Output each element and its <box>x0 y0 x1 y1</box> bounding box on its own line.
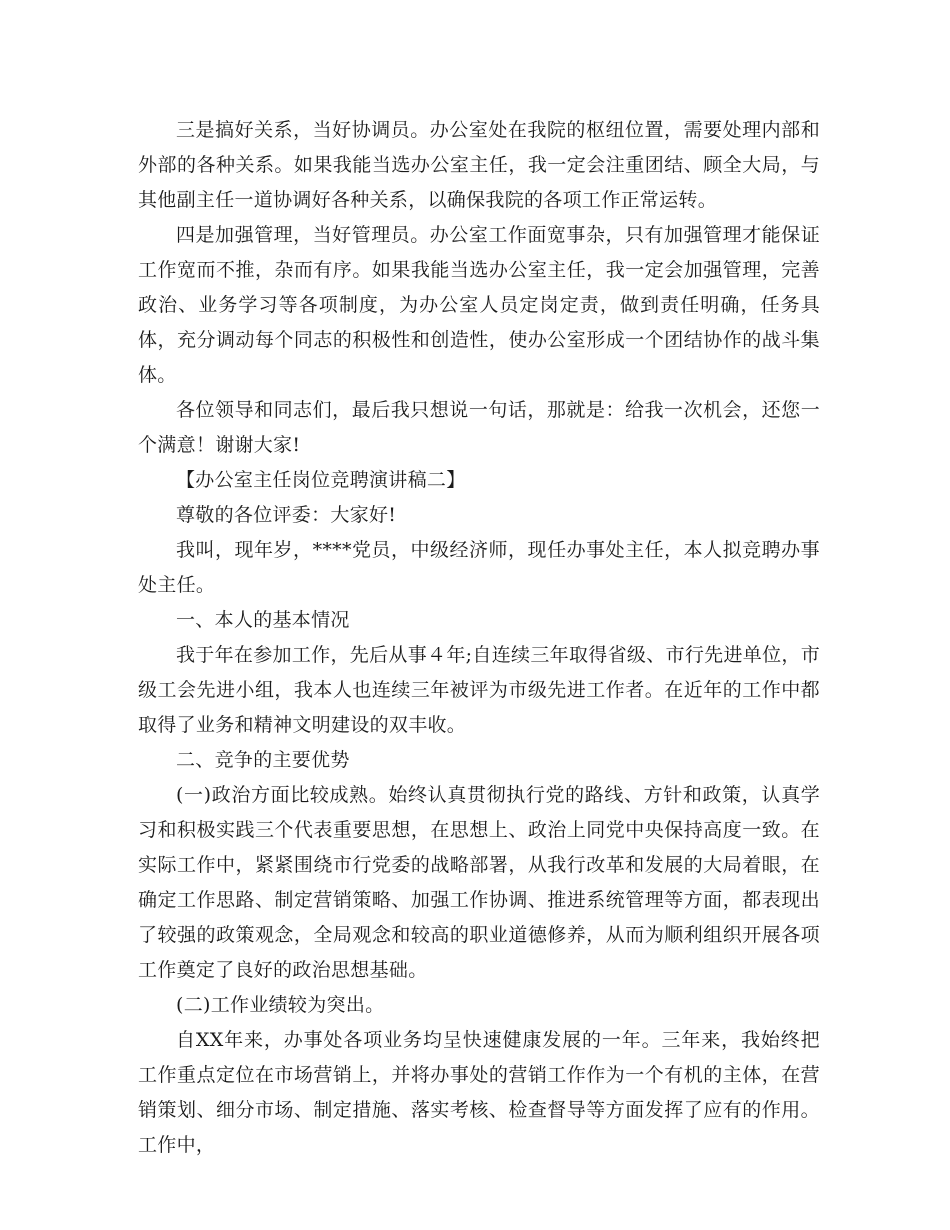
paragraph-closing: 各位领导和同志们，最后我只想说一句话，那就是：给我一次机会，还您一个满意！谢谢大家! <box>138 399 820 456</box>
greeting: 尊敬的各位评委：大家好! <box>176 504 397 526</box>
paragraph-political: (一)政治方面比较成熟。始终认真贯彻执行党的路线、方针和政策，认真学习和积极实践三个代表重要思想，在思想上、政治上同党中央保持高度一致。在实际工作中，紧紧围绕市行党委的战略部署，从我行改革和发展的大局着眼，在确定工作思路、制定营销策略、加强工作协调、推进系统管理等方面，都表现出了较强的政策观念，全局观念和较高的职业道德修养，从而为顺利组织开展各项工作奠定了良好的政治思想基础。 <box>138 784 820 981</box>
section-title: 【办公室主任岗位竞聘演讲稿二】 <box>176 469 466 491</box>
document-body <box>138 113 820 1163</box>
paragraph-coordination: 三是搞好关系，当好协调员。办公室处在我院的枢纽位置，需要处理内部和外部的各种关系。如果我能当选办公室主任，我一定会注重团结、顾全大局，与其他副主任一道协调好各种关系，以确保我院的各项工作正常运转。 <box>138 119 820 211</box>
heading-basic-info: 一、本人的基本情况 <box>176 609 350 631</box>
subheading-performance: (二)工作业绩较为突出。 <box>176 994 385 1016</box>
paragraph-basic-info: 我于年在参加工作，先后从事４年;自连续三年取得省级、市行先进单位，市级工会先进小组，我本人也连续三年被评为市级先进工作者。在近年的工作中都取得了业务和精神文明建设的双丰收。 <box>138 644 820 736</box>
paragraph-introduction: 我叫，现年岁，****党员，中级经济师，现任办事处主任，本人拟竞聘办事处主任。 <box>138 539 820 596</box>
paragraph-management: 四是加强管理，当好管理员。办公室工作面宽事杂，只有加强管理才能保证工作宽而不推，杂而有序。如果我能当选办公室主任，我一定会加强管理，完善政治、业务学习等各项制度，为办公室人员定岗定责，做到责任明确，任务具体，充分调动每个同志的积极性和创造性，使办公室形成一个团结协作的战斗集体。 <box>138 224 820 386</box>
heading-advantages: 二、竞争的主要优势 <box>176 749 350 771</box>
paragraph-performance: 自XX年来，办事处各项业务均呈快速健康发展的一年。三年来，我始终把工作重点定位在市场营销上，并将办事处的营销工作作为一个有机的主体，在营销策划、细分市场、制定措施、落实考核、检查督导等方面发挥了应有的作用。工作中， <box>138 1029 820 1156</box>
